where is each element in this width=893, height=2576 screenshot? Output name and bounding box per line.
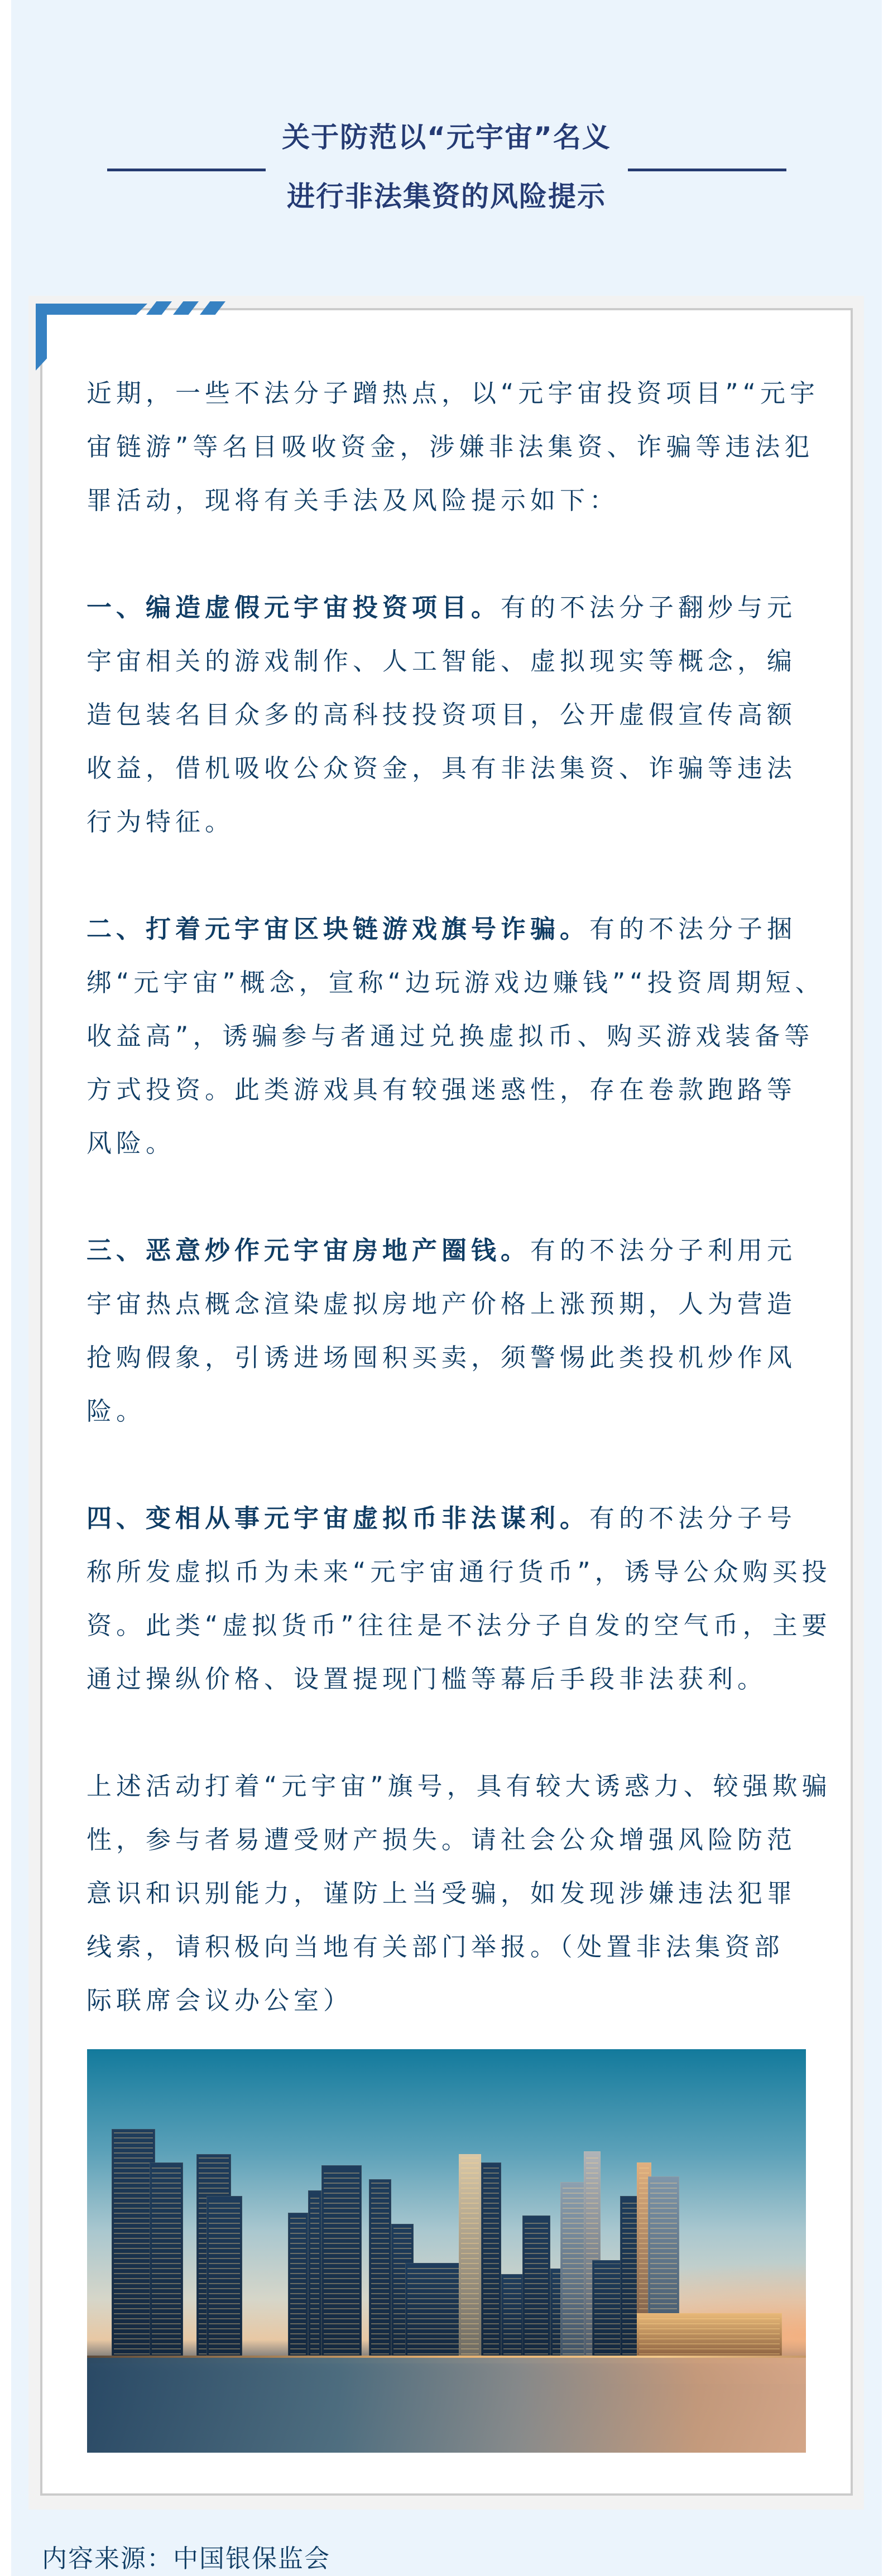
text-fragment: 有的不法分子捆 [589,914,797,944]
text-line: 抢购假象，引诱进场囤积买卖，须警惕此类投机炒作风 [87,1343,797,1372]
skyscraper [481,2162,501,2358]
corner-accent-horizontal [36,304,147,315]
text-line: 资。此类“虚拟货币”往往是不法分子自发的空气币，主要 [87,1611,832,1640]
skyscraper [288,2213,308,2358]
text-line: 性，参与者易遭受财产损失。请社会公众增强风险防范 [87,1825,797,1854]
section-2-paragraph [87,902,825,1170]
skyscraper [459,2154,481,2358]
page-title-line-2: 进行非法集资的风险提示 [287,180,606,213]
text-line: 方式投资。此类游戏具有较强迷惑性，存在卷款跑路等 [87,1075,797,1104]
text-line: 绑“元宇宙”概念，宣称“边玩游戏边赚钱”“投资周期短、 [87,968,825,997]
skyscraper [522,2215,550,2358]
section-4-paragraph [87,1492,832,1706]
city-skyline-photo [87,2049,806,2453]
text-line: 收益，借机吸收公众资金，具有非法集资、诈骗等违法 [87,753,797,783]
content-source: 内容来源：中国银保监会 [42,2544,331,2573]
text-line: 宇宙热点概念渲染虚拟房地产价格上涨预期，人为营造 [87,1289,797,1319]
section-1-heading: 一、编造虚假元宇宙投资项目。 [87,593,501,622]
intro-paragraph [87,367,819,527]
text-line [87,902,812,956]
text-line [87,581,812,635]
skyscraper [405,2263,461,2358]
title-rule-left [107,169,266,171]
skyscraper [369,2179,391,2358]
section-4-heading: 四、变相从事元宇宙虚拟币非法谋利。 [87,1503,590,1533]
article-body [87,367,832,2081]
section-3-heading: 三、恶意炒作元宇宙房地产圈钱。 [87,1236,531,1265]
text-fragment: 有的不法分子号 [589,1503,797,1533]
text-line: 行为特征。 [87,807,235,837]
heritage-building [637,2313,782,2358]
text-fragment: 有的不法分子翻炒与元 [501,593,797,622]
skyscraper [150,2162,183,2358]
text-line: 上述活动打着“元宇宙”旗号，具有较大诱惑力、较强欺骗 [87,1771,832,1801]
skyscraper [112,2129,155,2358]
text-line: 通过操纵价格、设置提现门槛等幕后手段非法获利。 [87,1664,767,1694]
text-line [87,1492,812,1545]
text-line: 宙链游”等名目吸收资金，涉嫌非法集资、诈骗等违法犯 [87,432,814,462]
skyscraper [207,2196,242,2358]
text-line: 近期，一些不法分子蹭热点，以“元宇宙投资项目”“元宇 [87,378,819,408]
title-rule-right [628,169,786,171]
conclusion-paragraph [87,1760,832,2027]
text-line: 宇宙相关的游戏制作、人工智能、虚拟现实等概念，编 [87,646,797,676]
text-line [87,1224,812,1277]
skyscraper [321,2165,362,2358]
section-1-paragraph [87,581,812,849]
text-line: 收益高”，诱骗参与者通过兑换虚拟币、购买游戏装备等 [87,1021,814,1051]
text-fragment: 有的不法分子利用元 [530,1236,797,1265]
section-3-paragraph [87,1224,812,1438]
text-line: 称所发虚拟币为未来“元宇宙通行货币”，诱导公众购买投 [87,1557,832,1587]
text-line: 际联席会议办公室） [87,1986,353,2015]
text-line: 罪活动，现将有关手法及风险提示如下： [87,486,620,515]
page-title-line-1: 关于防范以“元宇宙”名义 [282,121,611,153]
text-line: 风险。 [87,1128,176,1158]
bay-water [87,2358,806,2453]
text-line: 造包装名目众多的高科技投资项目，公开虚假宣传高额 [87,700,797,729]
text-line: 险。 [87,1396,146,1426]
skyscraper [501,2274,524,2358]
skyscraper [308,2190,321,2358]
text-line: 线索，请积极向当地有关部门举报。（处置非法集资部 [87,1932,784,1962]
text-line: 意识和识别能力，谨防上当受骗，如发现涉嫌违法犯罪 [87,1878,797,1908]
section-2-heading: 二、打着元宇宙区块链游戏旗号诈骗。 [87,914,590,944]
